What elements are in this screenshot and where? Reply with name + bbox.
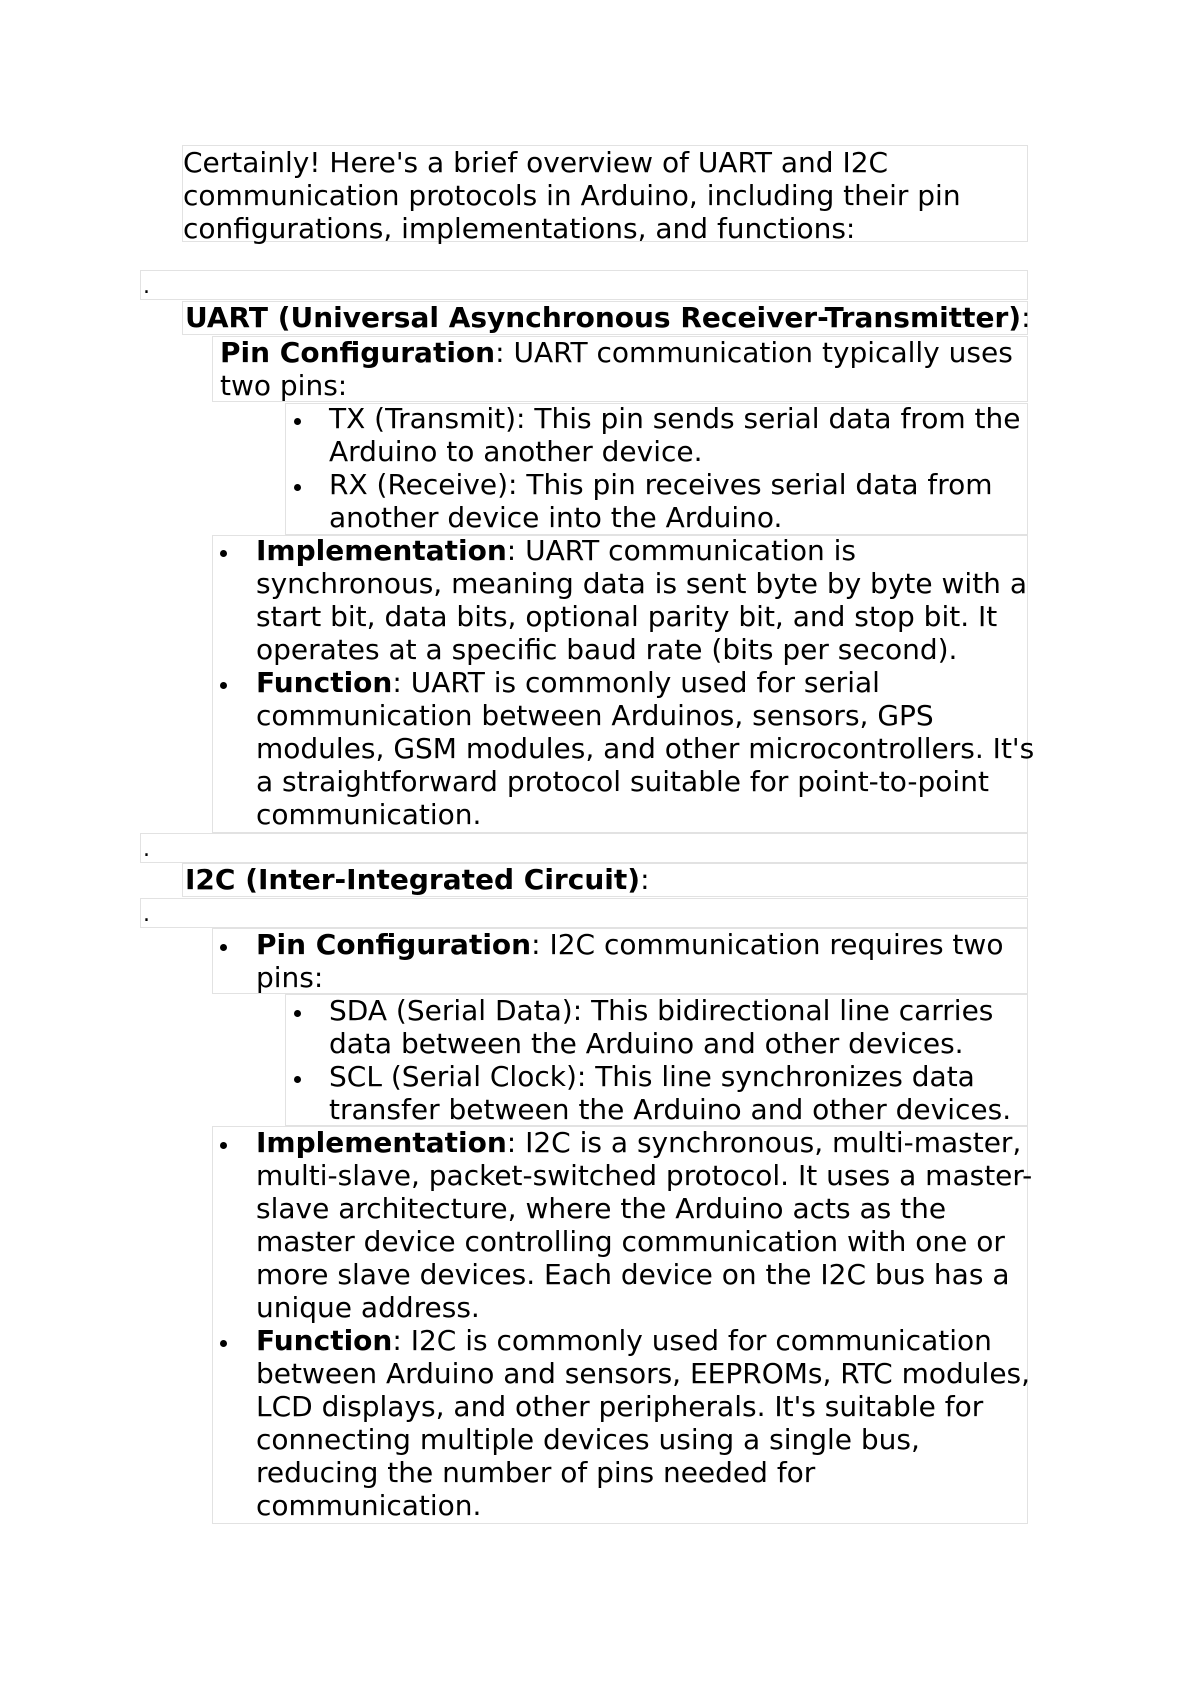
i2c-heading bbox=[185, 863, 650, 896]
i2c-sda-line-1: SDA (Serial Data): This bidirectional line carries bbox=[329, 994, 994, 1027]
uart-pin-config-label: Pin Configuration bbox=[220, 336, 496, 369]
bullet-icon bbox=[220, 944, 227, 951]
uart-tx-line-1: TX (Transmit): This pin sends serial data from the bbox=[329, 402, 1021, 435]
separator-dot: . bbox=[143, 274, 150, 299]
bullet-icon bbox=[294, 418, 301, 425]
i2c-impl-line-3: slave architecture, where the Arduino acts as the bbox=[256, 1192, 947, 1225]
intro-line-2: communication protocols in Arduino, including their pin bbox=[183, 179, 961, 212]
i2c-heading-colon: : bbox=[640, 863, 650, 896]
i2c-impl-label: Implementation bbox=[256, 1126, 507, 1159]
i2c-func-line-2: between Arduino and sensors, EEPROMs, RTC modules, bbox=[256, 1357, 1031, 1390]
bullet-icon bbox=[294, 1010, 301, 1017]
i2c-func-text: : I2C is commonly used for communication bbox=[392, 1324, 992, 1357]
intro-line-3: configurations, implementations, and functions: bbox=[183, 212, 856, 245]
uart-heading bbox=[185, 301, 1031, 334]
bullet-icon bbox=[220, 1340, 227, 1347]
uart-func-line-4: a straightforward protocol suitable for point-to-point bbox=[256, 765, 989, 798]
uart-pin-config-text: : UART communication typically uses bbox=[495, 336, 1013, 369]
i2c-scl-line-1: SCL (Serial Clock): This line synchronizes data bbox=[329, 1060, 975, 1093]
uart-tx-line-2: Arduino to another device. bbox=[329, 435, 703, 468]
i2c-impl-line-2: multi-slave, packet-switched protocol. It uses a master- bbox=[256, 1159, 1033, 1192]
uart-pin-config-line-2: two pins: bbox=[220, 369, 348, 402]
uart-rx-line-1: RX (Receive): This pin receives serial data from bbox=[329, 468, 993, 501]
i2c-sda-line-2: data between the Arduino and other devices. bbox=[329, 1027, 964, 1060]
i2c-pin-config-line-2: pins: bbox=[256, 961, 324, 994]
uart-func-line-5: communication. bbox=[256, 798, 482, 831]
separator-frame bbox=[140, 833, 1028, 863]
i2c-pin-config-line-1 bbox=[256, 928, 1003, 961]
bullet-icon bbox=[220, 550, 227, 557]
uart-impl-line-4: operates at a specific baud rate (bits per second). bbox=[256, 633, 958, 666]
uart-func-text: : UART is commonly used for serial bbox=[392, 666, 880, 699]
i2c-pin-config-text: : I2C communication requires two bbox=[531, 928, 1004, 961]
uart-impl-text: : UART communication is bbox=[506, 534, 856, 567]
uart-impl-line-2: synchronous, meaning data is sent byte by byte with a bbox=[256, 567, 1027, 600]
i2c-func-label: Function bbox=[256, 1324, 393, 1357]
separator-dot: . bbox=[143, 837, 150, 862]
intro-line-1: Certainly! Here's a brief overview of UART and I2C bbox=[183, 146, 889, 179]
uart-func-line-2: communication between Arduinos, sensors, GPS bbox=[256, 699, 934, 732]
uart-pin-config-line-1 bbox=[220, 336, 1013, 369]
i2c-func-line-1 bbox=[256, 1324, 992, 1357]
uart-rx-line-2: another device into the Arduino. bbox=[329, 501, 783, 534]
uart-impl-line-1 bbox=[256, 534, 856, 567]
bullet-icon bbox=[294, 484, 301, 491]
uart-func-line-1 bbox=[256, 666, 880, 699]
i2c-impl-line-1 bbox=[256, 1126, 1021, 1159]
i2c-scl-line-2: transfer between the Arduino and other devices. bbox=[329, 1093, 1012, 1126]
i2c-impl-line-4: master device controlling communication with one or bbox=[256, 1225, 1005, 1258]
i2c-impl-line-5: more slave devices. Each device on the I2C bus has a bbox=[256, 1258, 1010, 1291]
uart-func-line-3: modules, GSM modules, and other microcontrollers. It's bbox=[256, 732, 1035, 765]
i2c-pin-config-label: Pin Configuration bbox=[256, 928, 532, 961]
uart-heading-colon: : bbox=[1021, 301, 1031, 334]
uart-impl-line-3: start bit, data bits, optional parity bit, and stop bit. It bbox=[256, 600, 998, 633]
separator-dot: . bbox=[143, 902, 150, 927]
uart-heading-text: UART (Universal Asynchronous Receiver-Transmitter) bbox=[185, 301, 1022, 334]
uart-impl-label: Implementation bbox=[256, 534, 507, 567]
separator-frame bbox=[140, 270, 1028, 300]
i2c-func-line-4: connecting multiple devices using a single bus, bbox=[256, 1423, 920, 1456]
uart-func-label: Function bbox=[256, 666, 393, 699]
bullet-icon bbox=[294, 1076, 301, 1083]
i2c-func-line-3: LCD displays, and other peripherals. It's suitable for bbox=[256, 1390, 984, 1423]
bullet-icon bbox=[220, 1142, 227, 1149]
i2c-impl-line-6: unique address. bbox=[256, 1291, 480, 1324]
i2c-impl-text: : I2C is a synchronous, multi-master, bbox=[506, 1126, 1022, 1159]
bullet-icon bbox=[220, 682, 227, 689]
i2c-func-line-6: communication. bbox=[256, 1489, 482, 1522]
separator-frame bbox=[140, 898, 1028, 928]
i2c-func-line-5: reducing the number of pins needed for bbox=[256, 1456, 816, 1489]
i2c-heading-text: I2C (Inter-Integrated Circuit) bbox=[185, 863, 641, 896]
